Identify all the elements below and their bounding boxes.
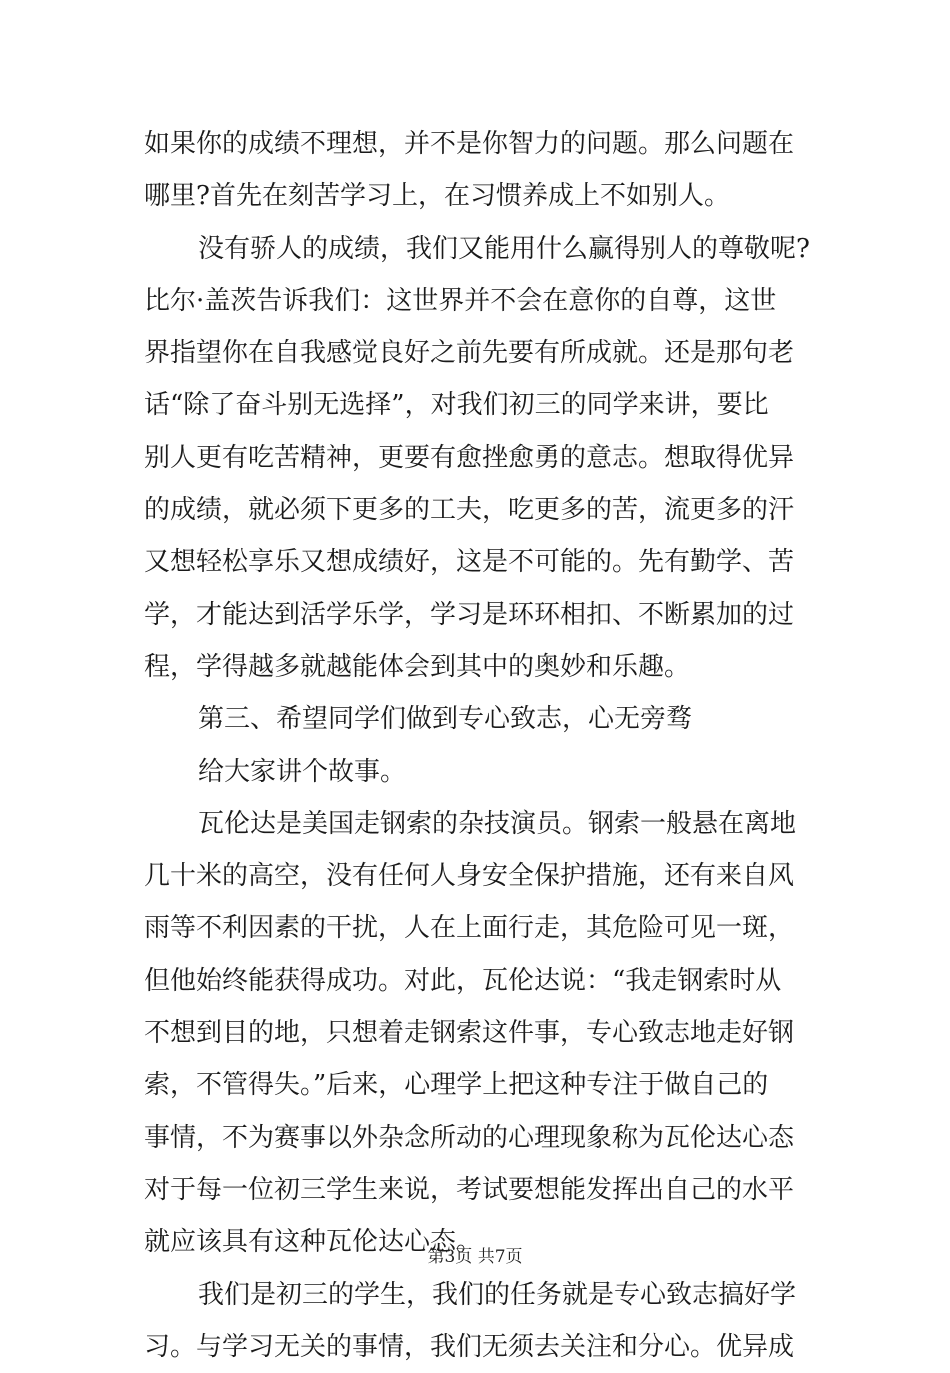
text-line: 就应该具有这种瓦伦达心态。 [144,1227,483,1258]
text-line: 对于每一位初三学生来说，考试要想能发挥出自己的水平 [144,1174,795,1205]
text-line: 的成绩，就必须下更多的工夫，吃更多的苦，流更多的汗 [144,495,795,526]
text-line: 不想到目的地，只想着走钢索这件事，专心致志地走好钢 [144,1018,795,1049]
text-line: 哪里?首先在刻苦学习上，在习惯养成上不如别人。 [144,181,730,212]
text-line: 习。与学习无关的事情，我们无须去关注和分心。优异成 [144,1331,795,1362]
text-line: 但他始终能获得成功。对此，瓦伦达说：“我走钢索时从 [144,965,782,996]
document-body [144,118,808,1373]
text-line: 界指望你在自我感觉良好之前先要有所成就。还是那句老 [144,338,795,369]
text-line: 程，学得越多就越能体会到其中的奥妙和乐趣。 [144,651,691,682]
text-line: 别人更有吃苦精神，更要有愈挫愈勇的意志。想取得优异 [144,442,795,473]
text-line: 比尔·盖茨告诉我们：这世界并不会在意你的自尊，这世 [144,285,777,316]
text-line: 如果你的成绩不理想，并不是你智力的问题。那么问题在 [144,129,795,159]
text-line: 话“除了奋斗别无选择”，对我们初三的同学来讲，要比 [144,390,769,421]
text-line: 给大家讲个故事。 [198,756,407,787]
text-line: 学，才能达到活学乐学，学习是环环相扣、不断累加的过 [144,599,795,630]
text-line: 几十米的高空，没有任何人身安全保护措施，还有来自风 [144,861,795,892]
text-line: 我们是初三的学生，我们的任务就是专心致志搞好学 [198,1279,797,1310]
text-line: 雨等不利因素的干扰，人在上面行走，其危险可见一斑， [144,913,795,944]
section-heading: 第三、希望同学们做到专心致志，心无旁骛 [198,704,693,735]
text-line: 索，不管得失。”后来，心理学上把这种专注于做自己的 [144,1070,769,1101]
text-line: 没有骄人的成绩，我们又能用什么赢得别人的尊敬呢? [198,233,810,264]
page-footer: 第3页 共7页 [427,1247,523,1267]
text-line: 瓦伦达是美国走钢索的杂技演员。钢索一般悬在离地 [198,808,797,839]
text-line: 事情，不为赛事以外杂念所动的心理现象称为瓦伦达心态 [144,1122,795,1153]
text-line: 又想轻松享乐又想成绩好，这是不可能的。先有勤学、苦 [144,547,795,578]
